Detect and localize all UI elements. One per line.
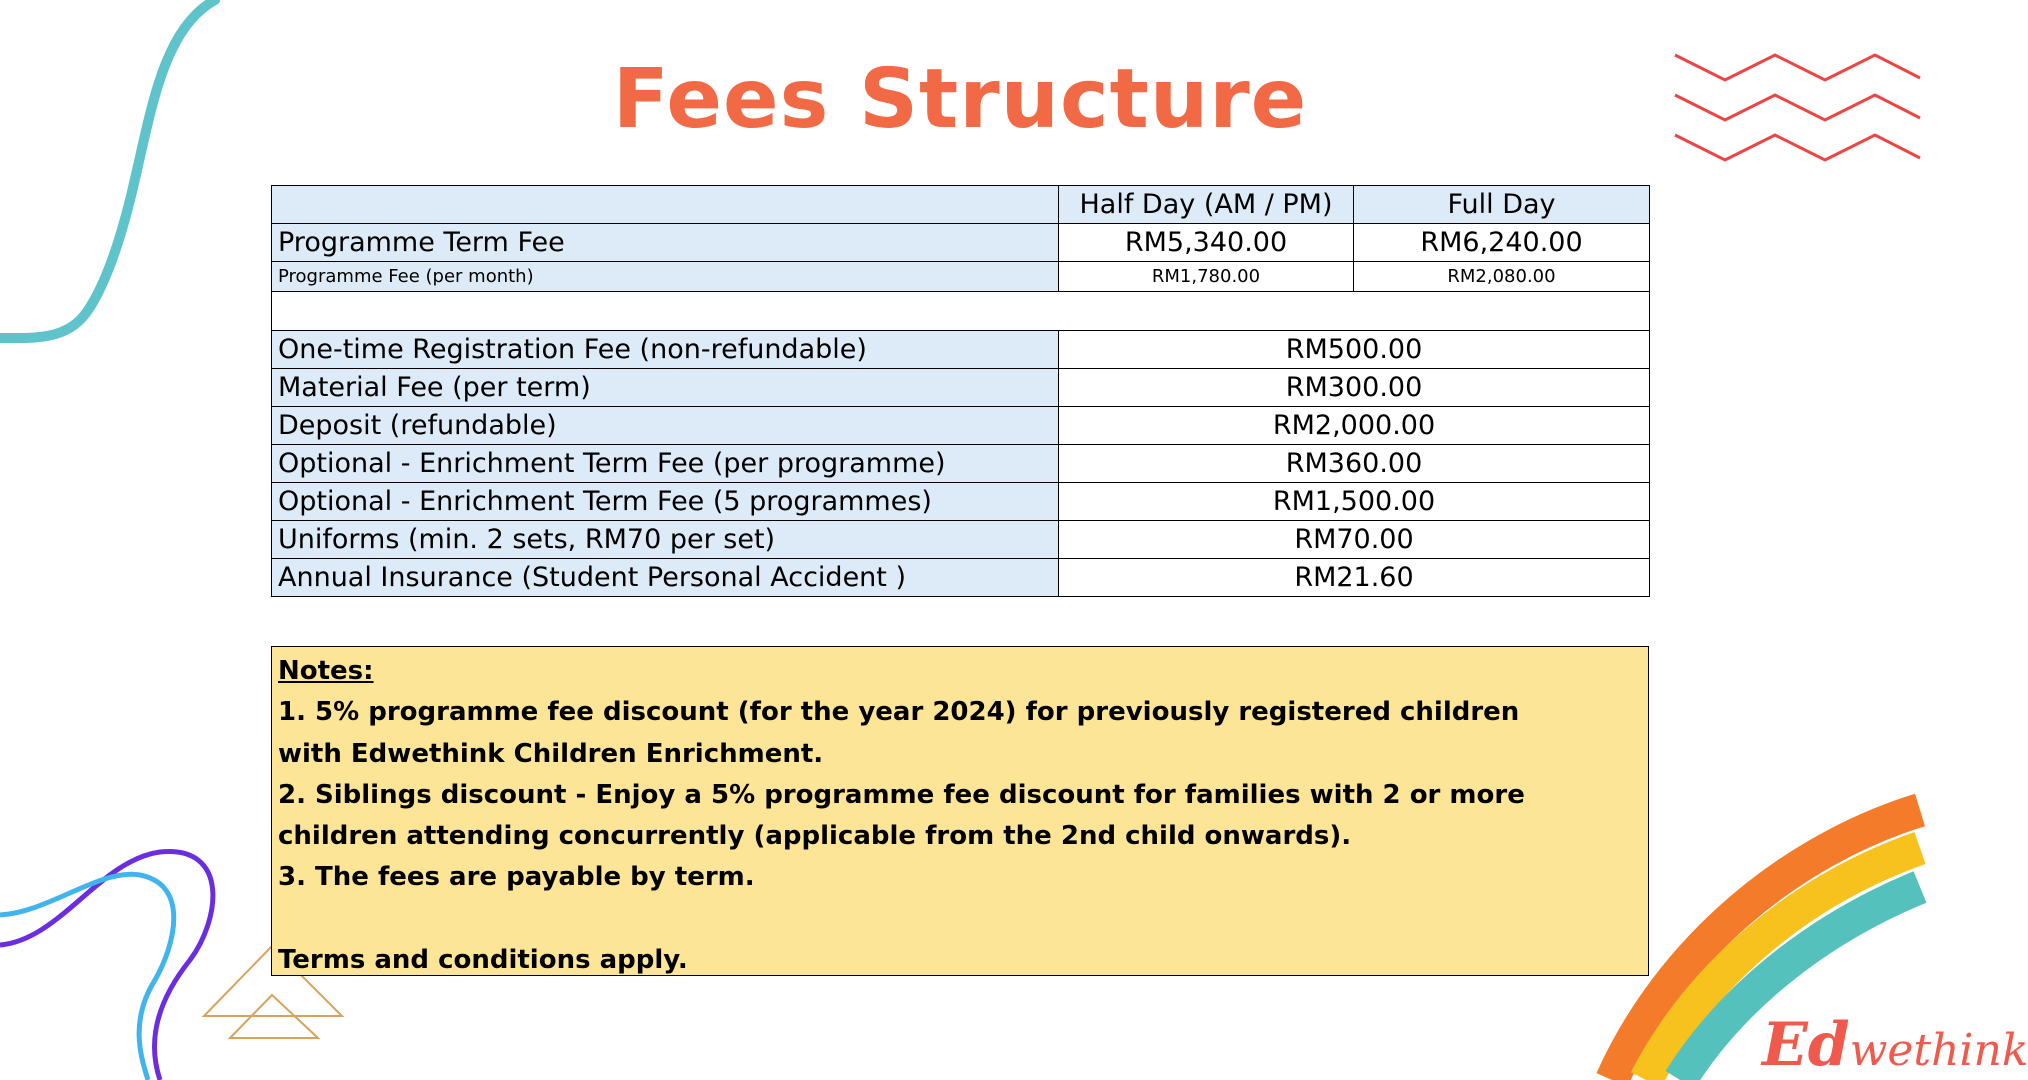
- notes-footer: Terms and conditions apply.: [278, 944, 688, 975]
- fee-value: RM70.00: [1059, 521, 1650, 559]
- table-header-row: [272, 186, 1650, 224]
- monthly-fee-half-day: RM1,780.00: [1059, 262, 1354, 292]
- notes-heading: Notes:: [278, 656, 374, 686]
- header-full-day: Full Day: [1354, 186, 1650, 224]
- table-row: [272, 445, 1650, 483]
- monthly-fee-full-day: RM2,080.00: [1354, 262, 1650, 292]
- fee-label: Uniforms (min. 2 sets, RM70 per set): [272, 521, 1059, 559]
- table-row: [272, 262, 1650, 292]
- table-row: [272, 369, 1650, 407]
- logo-ed: Ed: [1762, 1010, 1850, 1080]
- purple-curve-decoration: [0, 852, 213, 1080]
- notes-box: [271, 646, 1649, 976]
- fee-value: RM21.60: [1059, 559, 1650, 597]
- fee-label: Material Fee (per term): [272, 369, 1059, 407]
- fee-label: One-time Registration Fee (non-refundable): [272, 331, 1059, 369]
- term-fee-label: Programme Term Fee: [272, 224, 1059, 262]
- fee-value: RM2,000.00: [1059, 407, 1650, 445]
- fee-value: RM500.00: [1059, 331, 1650, 369]
- table-row: [272, 559, 1650, 597]
- blue-curve-decoration: [0, 874, 174, 1080]
- logo-wethink: wethink: [1849, 1025, 2028, 1076]
- notes-line: children attending concurrently (applicable from the 2nd child onwards).: [278, 821, 1352, 852]
- fee-value: RM360.00: [1059, 445, 1650, 483]
- table-row: [272, 407, 1650, 445]
- fee-label: Optional - Enrichment Term Fee (5 programmes): [272, 483, 1059, 521]
- fee-label: Annual Insurance (Student Personal Accident ): [272, 559, 1059, 597]
- edwethink-logo: [1762, 1010, 2028, 1080]
- table-row: [272, 521, 1650, 559]
- table-row: [272, 483, 1650, 521]
- monthly-fee-label: Programme Fee (per month): [272, 262, 1059, 292]
- header-half-day: Half Day (AM / PM): [1059, 186, 1354, 224]
- notes-spacer: [278, 899, 1642, 940]
- spacer-cell: [272, 292, 1650, 331]
- notes-line: 1. 5% programme fee discount (for the year 2024) for previously registered children: [278, 697, 1520, 728]
- fee-label: Deposit (refundable): [272, 407, 1059, 445]
- page-title: Fees Structure: [612, 52, 1308, 147]
- notes-line: 2. Siblings discount - Enjoy a 5% programme fee discount for families with 2 or more: [278, 779, 1525, 810]
- table-row: [272, 224, 1650, 262]
- notes-line: with Edwethink Children Enrichment.: [278, 738, 824, 769]
- notes-line: 3. The fees are payable by term.: [278, 862, 755, 893]
- term-fee-half-day: RM5,340.00: [1059, 224, 1354, 262]
- header-empty-cell: [272, 186, 1059, 224]
- fee-value: RM1,500.00: [1059, 483, 1650, 521]
- term-fee-full-day: RM6,240.00: [1354, 224, 1650, 262]
- fee-label: Optional - Enrichment Term Fee (per programme): [272, 445, 1059, 483]
- fees-table: [271, 185, 1650, 597]
- table-row: [272, 331, 1650, 369]
- spacer-row: [272, 292, 1650, 331]
- fee-value: RM300.00: [1059, 369, 1650, 407]
- teal-wave-decoration: [0, 0, 215, 338]
